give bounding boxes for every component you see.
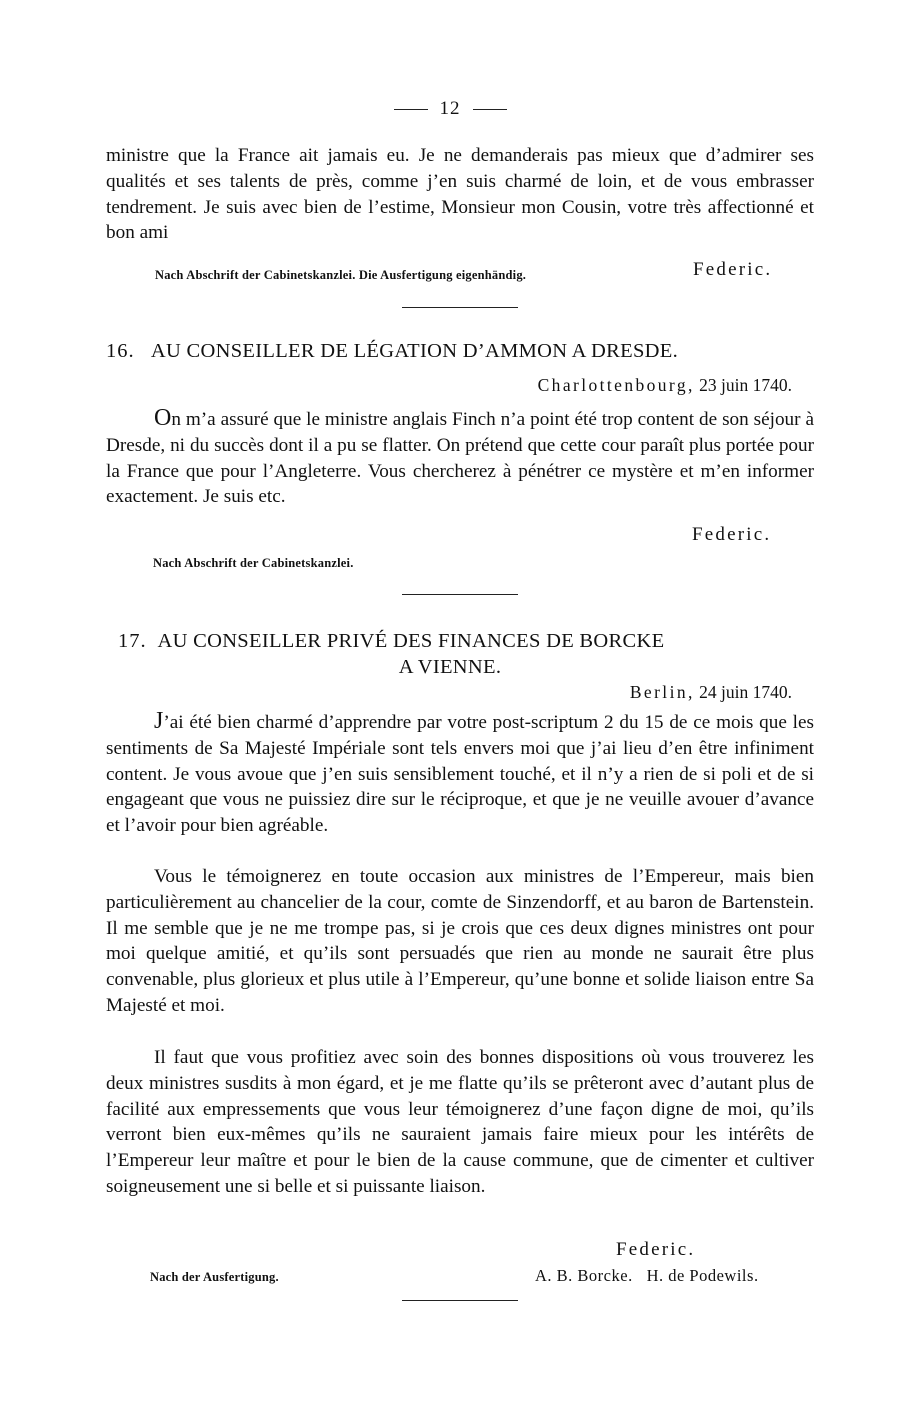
section-divider	[402, 1300, 518, 1301]
letter-16-title: AU CONSEILLER DE LÉGATION D’AMMON A DRESDE.	[150, 340, 678, 362]
letter-17-paragraph-1-text: ’ai été bien charmé d’apprendre par votre post-scriptum 2 du 15 de ce mois que les sentiments de Sa Majesté Impériale sont tels envers moi que j’ai lieu d’en être infiniment content. Je vous avoue que j’en suis sensiblement touché, et il n’y a rien de si poli et de si engageant que vous ne puissiez dire sur le réciproque, et que je ne veuille avouer d’avance et l’avoir pour bien agréable.	[106, 712, 814, 837]
letter-16-heading	[106, 340, 814, 363]
letter-17-date-day: 24 juin 1740.	[699, 682, 792, 702]
letter-17-paragraph-3: Il faut que vous profitiez avec soin des bonnes dispositions où vous trouverez les deux ministres susdits à mon égard, et je me flatte qu’ils se prêteront avec d’autant plus de facilité aux empressements que vous leur témoignerez d’une façon digne de moi, qu’ils verront bien eux-mêmes qu’ils ne sauraient jamais faire mieux pour les intérêts de l’Empereur leur maître et pour le bien de la cause commune, que de cimenter et cultiver soigneusement une si belle et si puissante liaison.	[106, 1047, 814, 1197]
section-divider	[402, 307, 518, 308]
letter-17-heading	[118, 630, 808, 653]
letter-16-date-place: Charlottenbourg,	[537, 375, 695, 395]
letter-17-dropcap: J	[154, 708, 164, 734]
letter-17-number: 17.	[118, 630, 147, 652]
letter-16-source-note: Nach Abschrift der Cabinetskanzlei.	[153, 556, 354, 570]
letter-17-signature: Federic.	[616, 1239, 696, 1260]
top-signature: Federic.	[693, 259, 773, 280]
page-number-dash-left	[394, 109, 428, 110]
letter-16-body-text: n m’a assuré que le ministre anglais Finch n’a point été trop content de son séjour à Dresde, ni du succès dont il a pu se flatter. On prétend que cette cour paraît plus portée pour la France que pour l’Angleterre. Vous chercherez à pénétrer ce mystère et m’en informer exactement. Je suis etc.	[106, 409, 814, 508]
letter-16-date-day: 23 juin 1740.	[699, 375, 792, 395]
letter-17-dateline	[630, 682, 792, 703]
letter-17-date-place: Berlin,	[629, 682, 695, 702]
letter-16-dropcap: O	[154, 405, 172, 431]
letter-16-signature: Federic.	[692, 524, 772, 545]
letter-17-title-line1: AU CONSEILLER PRIVÉ DES FINANCES DE BORCKE	[157, 630, 665, 652]
letter-16-dateline	[538, 375, 792, 396]
letter-16-number: 16.	[106, 340, 135, 362]
page-number: 12	[439, 98, 461, 119]
letter-17-cosigners: A. B. Borcke. H. de Podewils.	[535, 1266, 759, 1285]
top-paragraph: ministre que la France ait jamais eu. Je ne demanderais pas mieux que d’admirer ses qualités et ses talents de près, comme j’en suis charmé de loin, et de vous embrasser tendrement. Je suis avec bien de l’estime, Monsieur mon Cousin, votre très affectionné et bon ami	[106, 145, 814, 244]
letter-17-source-note: Nach der Ausfertigung.	[150, 1270, 279, 1284]
letter-17-paragraph-1	[106, 709, 814, 839]
letter-17-heading-line2: A VIENNE.	[398, 656, 502, 678]
section-divider	[402, 594, 518, 595]
letter-17-paragraph-2: Vous le témoignerez en toute occasion aux ministres de l’Empereur, mais bien particulièrement au chancelier de la cour, comte de Sinzendorff, et au baron de Bartenstein. Il me semble que je ne me trompe pas, si je crois que ces deux dignes ministres ont pour moi quelque amitié, et qu’ils sont persuadés que rien au monde ne saurait être plus convenable, plus glorieux et plus utile à l’Empereur, qu’une bonne et solide liaison entre Sa Majesté et moi.	[106, 866, 814, 1016]
page-number-dash-right	[473, 109, 507, 110]
page-number-line	[0, 98, 900, 120]
letter-16-body	[106, 406, 814, 510]
top-source-note: Nach Abschrift der Cabinetskanzlei. Die Ausfertigung eigenhändig.	[155, 268, 527, 282]
